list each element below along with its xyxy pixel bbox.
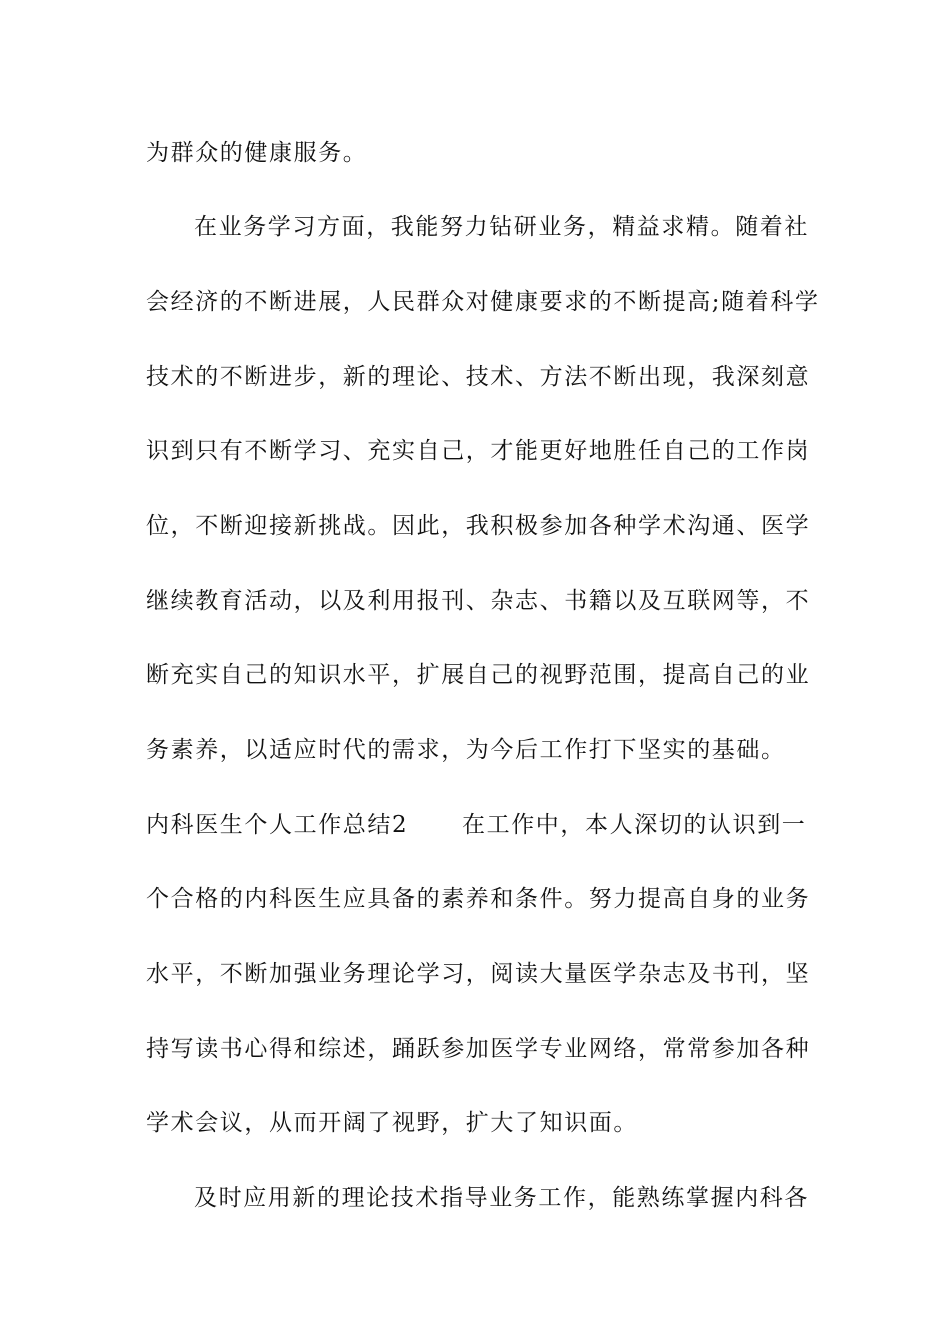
text-line: 为群众的健康服务。 (146, 140, 368, 166)
text-line: 及时应用新的理论技术指导业务工作，能熟练掌握内科各 (194, 1185, 809, 1211)
text-line: 位，不断迎接新挑战。因此，我积极参加各种学术沟通、医学 (146, 513, 811, 539)
text-line: 持写读书心得和综述，踊跃参加医学专业网络，常常参加各种 (146, 1036, 811, 1062)
text-line: 在工作中，本人深切的认识到一 (462, 812, 807, 838)
text-line: 务素养，以适应时代的需求，为今后工作打下坚实的基础。 (146, 737, 786, 763)
text-line: 识到只有不断学习、充实自己，才能更好地胜任自己的工作岗 (146, 438, 811, 464)
text-line: 断充实自己的知识水平，扩展自己的视野范围，提高自己的业 (146, 662, 811, 688)
text-line: 在业务学习方面，我能努力钻研业务，精益求精。随着社 (194, 214, 809, 240)
text-line: 会经济的不断进展，人民群众对健康要求的不断提高;随着科学 (146, 289, 820, 315)
text-line: 技术的不断进步，新的理论、技术、方法不断出现，我深刻意 (146, 364, 811, 390)
text-line: 继续教育活动，以及利用报刊、杂志、书籍以及互联网等，不 (146, 588, 811, 614)
heading-line (146, 810, 806, 840)
text-line: 学术会议，从而开阔了视野，扩大了知识面。 (146, 1110, 638, 1136)
section-heading: 内科医生个人工作总结2 (146, 812, 409, 838)
text-line: 个合格的内科医生应具备的素养和条件。努力提高自身的业务 (146, 886, 811, 912)
text-line: 水平，不断加强业务理论学习，阅读大量医学杂志及书刊，坚 (146, 961, 811, 987)
